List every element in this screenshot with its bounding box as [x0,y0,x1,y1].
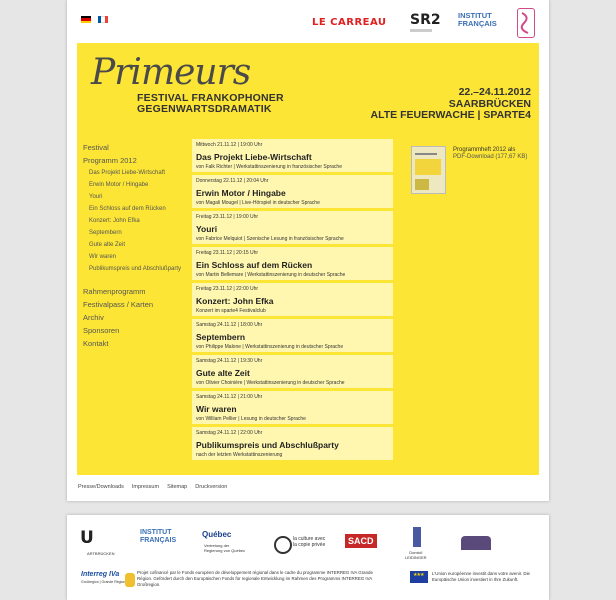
event-info [371,87,531,122]
partners-box [67,515,549,600]
domicil-line2: LEIDINGER [405,555,427,560]
program-title[interactable]: Wir waren [196,404,237,414]
nav-subitem[interactable]: Das Projekt Liebe-Wirtschaft [89,170,166,176]
partner-institut-line1: INSTITUT [140,529,172,536]
nav-item-rahmenprogramm[interactable]: Rahmenprogramm [83,287,146,296]
institut-francais-logo[interactable] [458,12,497,28]
program-item[interactable] [192,319,393,352]
footer-link-sitemap[interactable]: Sitemap [167,484,188,490]
artbruecken-label: ARTBRÜCKEN [87,551,115,556]
thumb-decor [415,179,429,190]
festival-subtitle-1: FESTIVAL FRANKOPHONER [137,92,284,104]
program-desc: von Philippe Malone | Werkstattinszenierung in deutscher Sprache [196,344,344,350]
thumb-decor [415,159,441,175]
program-date: Samstag 24.11.12 | 18:00 Uhr [196,322,263,328]
event-venue: ALTE FEUERWACHE | SPARTE4 [370,109,531,121]
nav-subitem[interactable]: Youri [89,194,103,200]
nav-item-sponsoren[interactable]: Sponsoren [83,326,120,335]
footer-link-presse[interactable]: Presse/Downloads [78,484,124,490]
nav-item-festivalpass[interactable]: Festivalpass / Karten [83,300,154,309]
copie-privee-icon[interactable] [274,536,292,554]
program-desc: von Olivier Choinière | Werkstattinszenierung in deutscher Sprache [196,380,345,386]
nav-subitem[interactable]: Erwin Motor / Hingabe [89,182,149,188]
program-date: Freitag 23.11.12 | 19:00 Uhr [196,214,259,220]
program-date: Samstag 24.11.12 | 22:00 Uhr [196,430,263,436]
copie-line1: la culture avec [293,536,326,542]
program-desc: nach der letzten Werkstattinszenierung [196,452,283,458]
quebec-logo[interactable]: Québec [202,530,232,539]
domicil-text [405,550,427,560]
domicil-tower-icon[interactable] [413,527,421,547]
program-title[interactable]: Konzert: John Efka [196,296,274,306]
nav-subitem[interactable]: Septembern [89,230,122,236]
lecarreau-logo[interactable]: LE CARREAU [312,17,387,28]
institut-francais-partner-logo[interactable] [140,529,176,545]
program-list [192,139,393,463]
pdf-download-link[interactable]: PDF-Download (177,67 KB) [453,154,528,160]
program-title[interactable]: Erwin Motor / Hingabe [196,188,286,198]
footer-link-impressum[interactable]: Impressum [131,484,160,490]
program-item[interactable] [192,283,393,316]
eu-stars-icon: ★★★ [413,572,424,578]
artbruecken-logo[interactable]: U [80,528,94,548]
festival-logo: Primeurs [91,52,251,93]
nav-subitem[interactable]: Gute alte Zeit [89,242,126,248]
nav-subitem[interactable]: Ein Schloss auf dem Rücken [89,206,166,212]
interreg-logo[interactable]: Interreg IVa [81,571,120,578]
program-desc: Konzert im sparte4 Festivalclub [196,308,266,314]
program-item[interactable] [192,175,393,208]
program-title[interactable]: Publikumspreis und Abschlußparty [196,440,339,450]
institut-line2: FRANÇAIS [458,19,497,28]
quebec-sub2: Regierung von Québec [204,548,246,553]
footer-link-druckversion[interactable]: Druckversion [195,484,228,490]
program-item[interactable] [192,391,393,424]
header-logos [312,8,537,34]
program-booklet-thumbnail[interactable] [411,146,446,194]
nav-item-programm[interactable]: Programm 2012 [83,156,137,165]
french-flag-icon[interactable] [98,16,108,23]
language-switcher [81,16,108,23]
program-title[interactable]: Gute alte Zeit [196,368,250,378]
program-date: Freitag 23.11.12 | 20:15 Uhr [196,250,259,256]
copie-line2: la copie privée [293,542,326,548]
program-title[interactable]: Das Projekt Liebe-Wirtschaft [196,152,312,162]
program-date: Samstag 24.11.12 | 19:30 Uhr [196,358,263,364]
program-desc: von Martin Bellemare | Werkstattinszenierung in deutscher Sprache [196,272,346,278]
theater-building-icon[interactable] [461,536,491,550]
program-title[interactable]: Ein Schloss auf dem Rücken [196,260,313,270]
event-dates: 22.–24.11.2012 [458,86,531,98]
institut-line1: INSTITUT [458,11,492,20]
sidebar-nav [83,141,183,350]
program-item[interactable] [192,355,393,388]
program-desc: von Magali Mougel | Live-Hörspiel in deutscher Sprache [196,200,320,206]
thumb-decor [415,153,437,155]
program-date: Samstag 24.11.12 | 21:00 Uhr [196,394,263,400]
sr2-logo-bar [410,29,432,32]
domicil-line1: Domicil [409,550,423,555]
footer-links [78,484,227,490]
funding-text: Projet cofinancé par le Fonds européen de développement régional dans le cadre du programme INTERREG IVA Grande Région. Gefördert durch den Europäischen Fonds für regionale Entwicklung im Rahmen des Programms INTERREG IVA Großregion. [137,570,373,587]
program-title[interactable]: Septembern [196,332,246,342]
program-desc: von William Pellier | Lesung in deutscher Sprache [196,416,306,422]
main-content-area [77,43,539,475]
program-desc: von Fabrice Melquiot | Szenische Lesung in französischer Sprache [196,236,344,242]
eu-text: L'Union européenne investit dans votre avenir. Die Europäische Union investiert in Ihre Zukunft. [432,571,530,582]
nav-item-kontakt[interactable]: Kontakt [83,339,109,348]
program-item[interactable] [192,211,393,244]
nav-item-festival[interactable]: Festival [83,143,109,152]
partner-institut-line2: FRANÇAIS [140,537,177,544]
program-desc: von Falk Richter | Werkstattinszenierung in französischer Sprache [196,164,342,170]
nav-subitem[interactable]: Wir waren [89,254,117,260]
region-map-icon [125,573,135,587]
program-date: Donnerstag 22.11.12 | 20:04 Uhr [196,178,269,184]
program-item[interactable] [192,139,393,172]
nav-spacer [83,275,183,285]
nav-subitem[interactable]: Konzert: John Efka [89,218,140,224]
event-city: SAARBRÜCKEN [448,97,531,110]
copie-privee-text [293,536,325,548]
nav-subitem[interactable]: Publikumspreis und Abschlußparty [89,266,182,272]
download-title: Programmheft 2012 als [453,147,516,153]
program-date: Freitag 23.11.12 | 22:00 Uhr [196,286,259,292]
sparte4-logo[interactable] [517,8,535,38]
interreg-sub: Großregion | Grande Région [81,580,126,584]
quebec-sub [204,543,245,553]
program-title[interactable]: Youri [196,224,218,234]
program-item[interactable] [192,247,393,280]
program-date: Mittwoch 21.11.12 | 19:00 Uhr [196,142,263,148]
quebec-sub1: Vertretung der [204,543,230,548]
program-item[interactable] [192,427,393,460]
nav-item-archiv[interactable]: Archiv [83,313,104,322]
festival-subtitle-2: GEGENWARTSDRAMATIK [137,103,272,115]
german-flag-icon[interactable] [81,16,91,23]
sacd-logo[interactable]: SACD [345,534,377,548]
page-container [67,0,549,501]
sr2-logo[interactable]: SR2 [410,12,441,28]
festival-brand[interactable] [91,53,284,115]
